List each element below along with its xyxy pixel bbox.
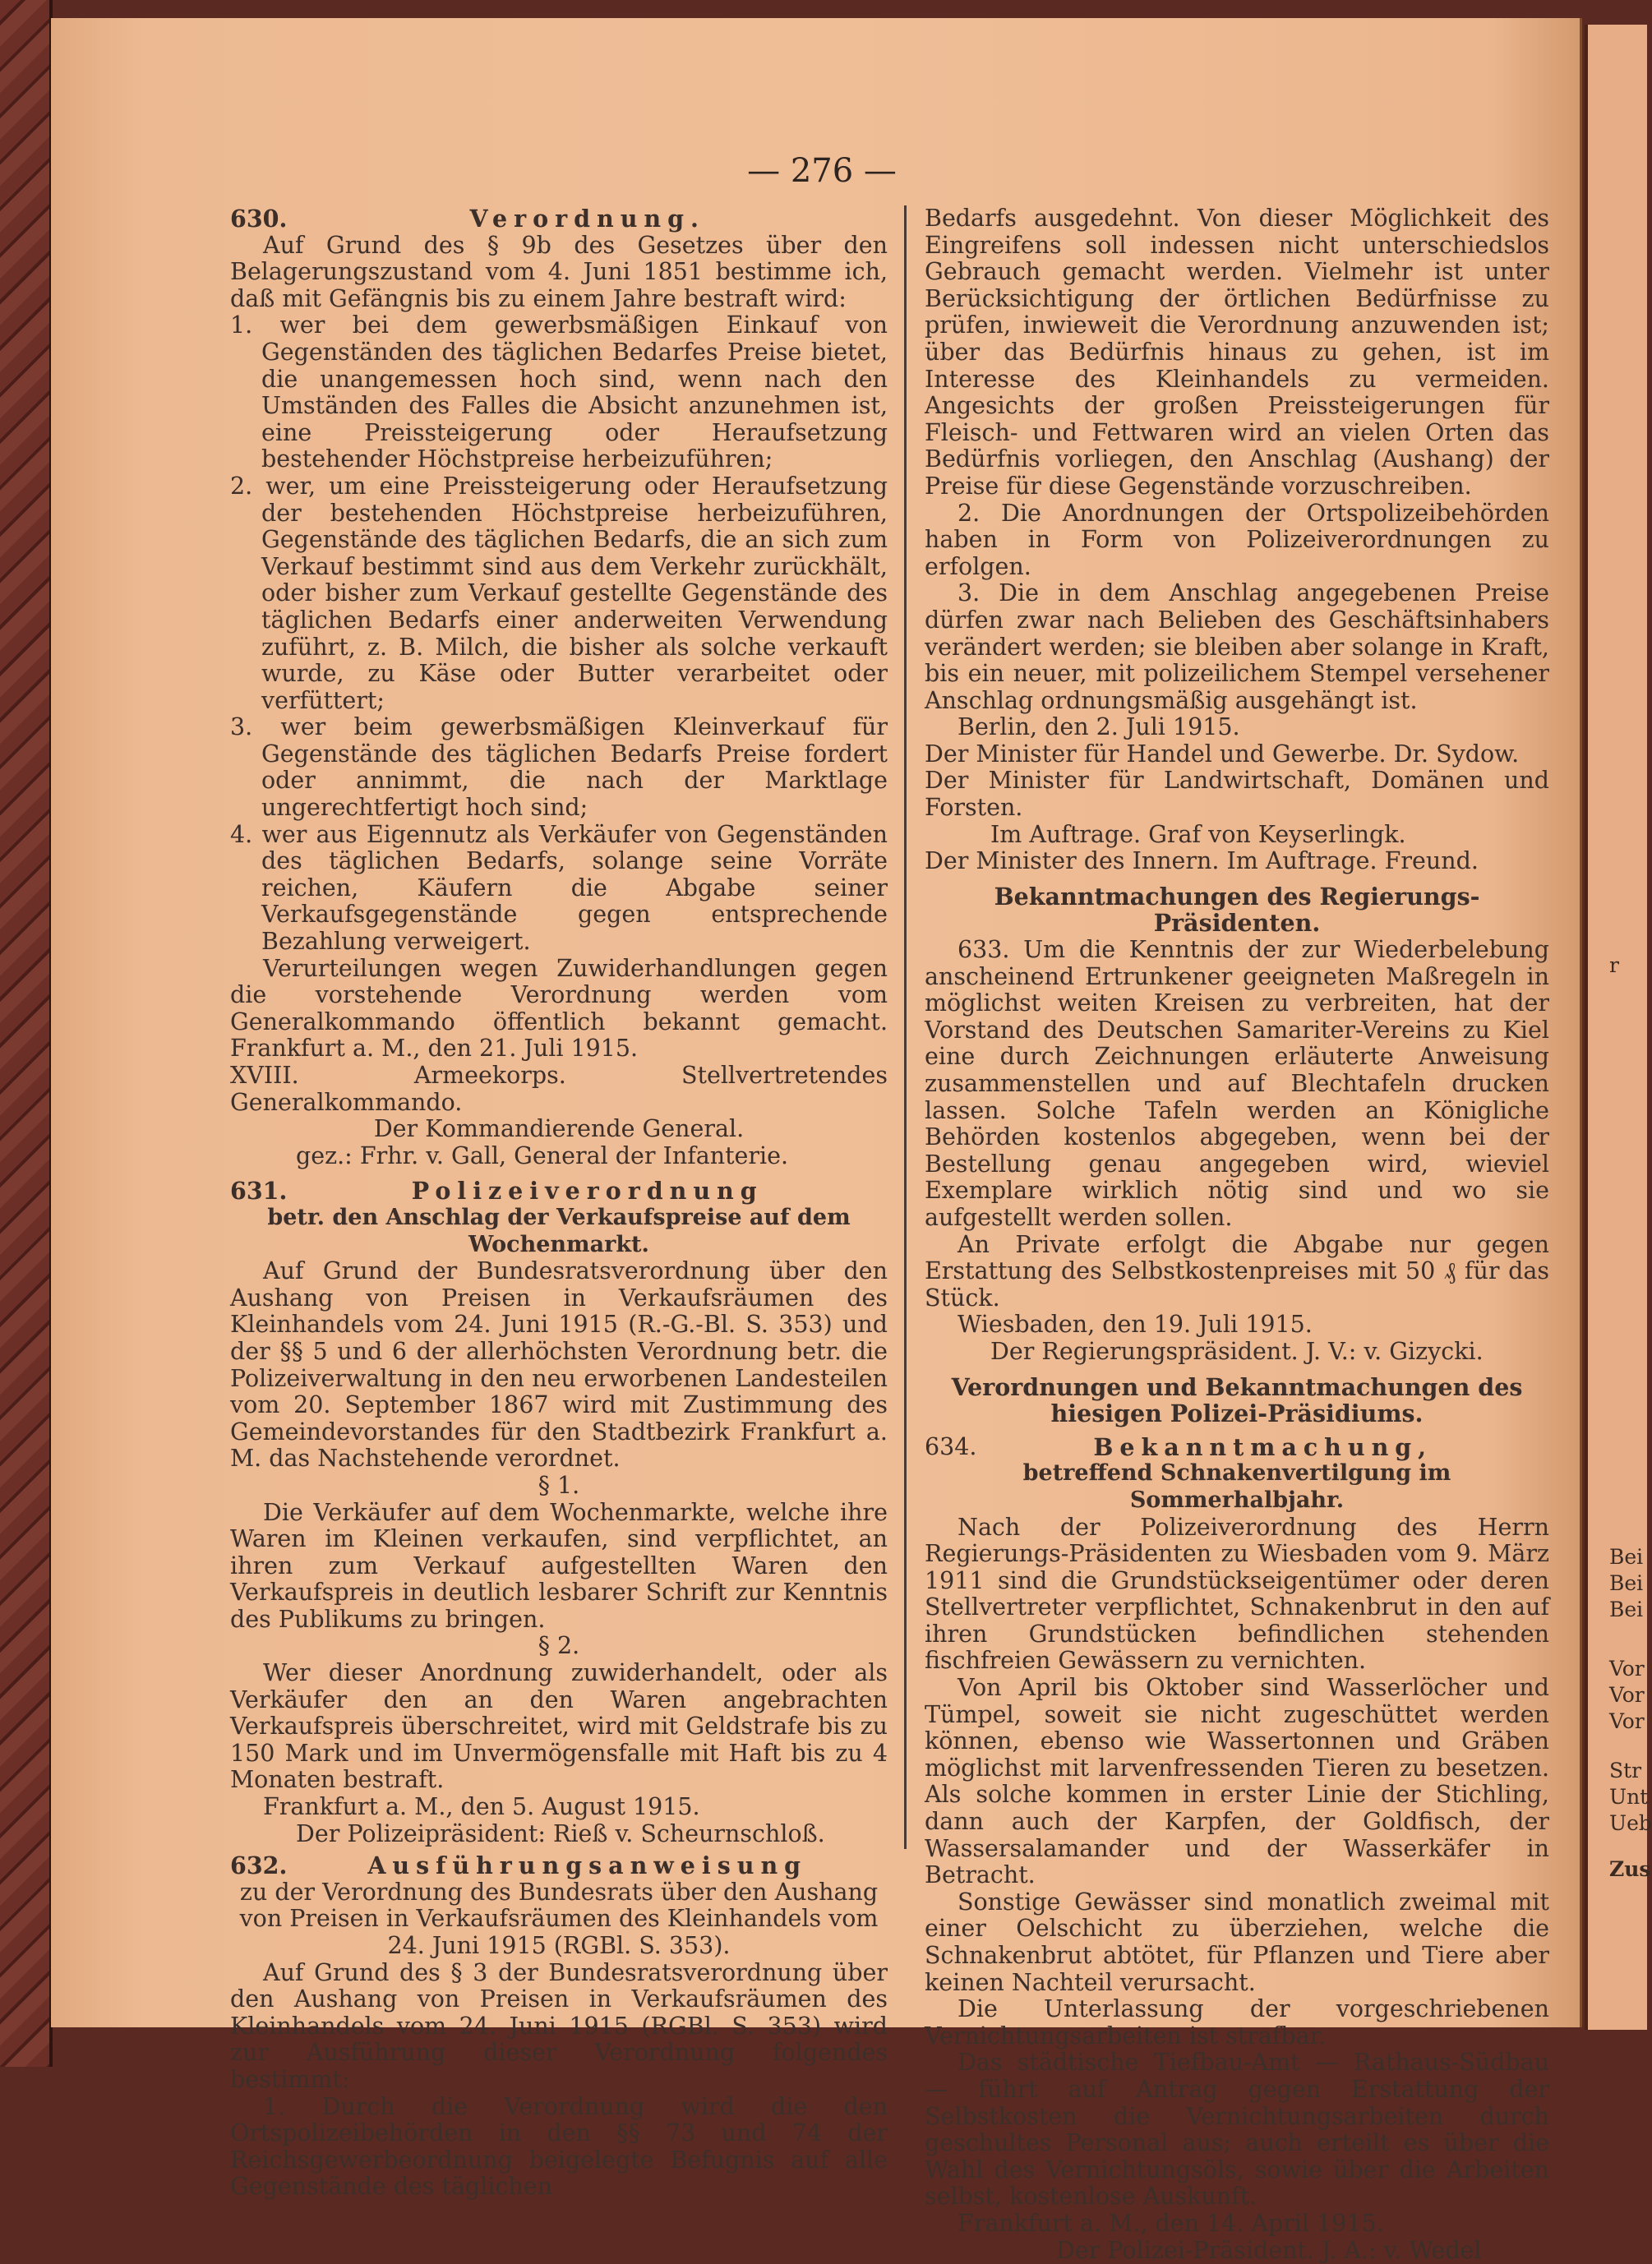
paragraph: An Private erfolgt die Abgabe nur gegen Erstattung des Selbstkostenpreises mit 50 ₰ für das Stück. [925, 1230, 1549, 1312]
book-binding [0, 0, 53, 2067]
paragraph: Sonstige Gewässer sind monatlich zweimal mit einer Oelschicht zu überziehen, welche die Schnakenbrut abtötet, für Pflanzen und Tiere aber keinen Nachteil verursacht. [925, 1888, 1549, 1996]
signature-line: gez.: Frhr. v. Gall, General der Infanterie. [296, 1141, 789, 1169]
section-mark: § 1. [538, 1471, 580, 1499]
paragraph: Verurteilungen wegen Zuwiderhandlungen gegen die vorstehende Verordnung werden vom Generalkommando öffentlich bekannt gemacht. Frankfurt a. M., den 21. Juli 1915. [230, 954, 888, 1063]
signature-line: Der Kommandierende General. [373, 1115, 745, 1143]
paragraph: 1. Durch die Verordnung wird die den Ortspolizeibehörden in den §§ 73 und 74 der Reichsgewerbeordnung beigelegte Befugnis auf alle Gegenstände des täglichen [230, 2092, 888, 2201]
section-heading-634: 634. Bekanntmachung, [925, 1432, 1433, 1461]
adjacent-page-fragment: Bei [1609, 1571, 1644, 1595]
column-divider [904, 205, 907, 1849]
paragraph: 3. Die in dem Anschlag angegebenen Preise dürfen zwar nach Belieben des Geschäftsinhabers verändert werden; sie bleiben aber solange in Kraft, bis ein neuer, mit polizeilichem Stempel versehener Anschlag ordnungsmäßig ausgehängt ist. [925, 579, 1549, 714]
paragraph: Von April bis Oktober sind Wasserlöcher und Tümpel, soweit sie nicht zugeschüttet werden können, ebenso wie Wassertonnen und Gräben möglichst mit larvenfressenden Tieren zu besetzen. Als solche kommen in erster Linie der Stichling, dann auch der Karpfen, der Goldfisch, der Wassersalamander und der Wasserkäfer in Betracht. [925, 1674, 1549, 1889]
signature-line: Der Minister des Innern. Im Auftrage. Freund. [925, 847, 1479, 875]
signature-line: Der Regierungspräsident. J. V.: v. Gizycki. [990, 1337, 1484, 1365]
paragraph: 2. Die Anordnungen der Ortspolizeibehörden haben in Form von Polizeiverordnungen zu erfolgen. [925, 499, 1549, 580]
paragraph: Auf Grund des § 3 der Bundesratsverordnung über den Aushang von Preisen in Verkaufsräumen des Kleinhandels vom 24. Juni 1915 (RGBl. S. 353) wird zur Ausführung dieser Verordnung folgendes bestimmt: [230, 1958, 888, 2093]
adjacent-page-fragment: Bei [1609, 1598, 1644, 1621]
section-mark: § 2. [538, 1632, 580, 1660]
adjacent-page-fragment: Ueb [1609, 1811, 1652, 1835]
signature-line: Der Polizei-Präsident. J. A.: v. Wedel [1056, 2236, 1482, 2264]
signature-line: Der Polizeipräsident: Rieß v. Scheurnschloß. [296, 1819, 825, 1847]
adjacent-page-fragment: r [1609, 953, 1619, 977]
adjacent-page-fragment: Zus [1609, 1857, 1651, 1881]
date-line: Wiesbaden, den 19. Juli 1915. [958, 1311, 1313, 1339]
section-heading-632: 632. Ausführungsanweisung [230, 1851, 808, 1880]
signature-line: Der Minister für Landwirtschaft, Domänen und Forsten. [925, 767, 1549, 822]
section-heading-polizei: Verordnungen und Bekanntmachungen des hiesigen Polizei-Präsidiums. [951, 1372, 1523, 1428]
section-heading-631: 631. Polizeiverordnung [230, 1177, 764, 1206]
adjacent-page-fragment: Unt [1609, 1785, 1649, 1809]
adjacent-page-fragment: Bei [1609, 1545, 1644, 1569]
paragraph: Bedarfs ausgedehnt. Von dieser Möglichkeit des Eingreifens soll indessen nicht unterschiedslos Gebrauch gemacht werden. Vielmehr ist unter Berücksichtigung der örtlichen Bedürfnisse zu prüfen, inwieweit die Verordnung anzuwenden ist; über das Bedürfnis hinaus zu gehen, ist im Interesse des Kleinhandels zu vermeiden. Angesichts der großen Preissteigerungen für Fleisch- und Fettwaren wird an vielen Orten das Bedürfnis vorliegen, den Anschlag (Aushang) der Preise für diese Gegenstände vorzuschreiben. [925, 205, 1549, 500]
page-number: — 276 — [747, 152, 897, 190]
date-line: Frankfurt a. M., den 5. August 1915. [263, 1793, 700, 1821]
list-item: 3. wer beim gewerbsmäßigen Kleinverkauf für Gegenstände des täglichen Bedarfs Preise fordert oder annimmt, die nach der Marktlage ungerechtfertigt hoch sind; [230, 713, 888, 822]
paragraph: Die Unterlassung der vorgeschriebenen Vernichtungsarbeiten ist strafbar. [925, 1995, 1549, 2050]
section-heading-regierung: Bekanntmachungen des Regierungs-Präsidenten. [994, 882, 1480, 938]
list-item: 4. wer aus Eigennutz als Verkäufer von Gegenständen des täglichen Bedarfs, solange seine Vorräte reichen, Käufern die Abgabe seiner Verkaufsgegenstände gegen entsprechende Bezahlung verweigert. [230, 820, 888, 956]
paragraph: Auf Grund der Bundesratsverordnung über den Aushang von Preisen in Verkaufsräumen des Kleinhandels vom 24. Juni 1915 (R.-G.-Bl. S. 353) und der §§ 5 und 6 der allerhöchsten Verordnung betr. die Polizeiverwaltung in den neu erworbenen Landesteilen vom 20. September 1867 wird mit Zustimmung des Gemeindevorstandes für den Stadtbezirk Frankfurt a. M. das Nachstehende verordnet. [230, 1257, 888, 1473]
signature-line: Der Minister für Handel und Gewerbe. Dr. Sydow. [925, 740, 1520, 768]
paragraph: Das städtische Tiefbau-Amt — Rathaus-Südbau — führt auf Antrag gegen Erstattung der Selbstkosten die Vernichtungsarbeiten durch geschultes Personal aus; auch erteilt es über die Wahl des Vernichtungsöls, sowie über die Arbeiten selbst, kostenlose Auskunft. [925, 2049, 1549, 2211]
paragraph: Nach der Polizeiverordnung des Herrn Regierungs-Präsidenten zu Wiesbaden vom 9. März 1911 sind die Grundstückseigentümer oder deren Stellvertreter verpflichtet, Schnakenbrut in den auf ihren Grundstücken befindlichen stehenden fischfreien Gewässern zu vernichten. [925, 1513, 1549, 1675]
left-column [230, 205, 888, 2201]
right-column [925, 205, 1549, 2264]
signature-line: Im Auftrage. Graf von Keyserlingk. [990, 820, 1406, 848]
paragraph: Die Verkäufer auf dem Wochenmarkte, welche ihre Waren im Kleinen verkaufen, sind verpflichtet, an ihren zum Verkauf aufgestellten Waren den Verkaufspreis in deutlich lesbarer Schrift zur Kenntnis des Publikums zu bringen. [230, 1498, 888, 1633]
list-item: 2. wer, um eine Preissteigerung oder Heraufsetzung der bestehenden Höchstpreise herbeizuführen, Gegenstände des täglichen Bedarfs, die an sich zum Verkauf bestimmt sind aus dem Verkehr zurückhält, oder bisher zum Verkauf gestellte Gegenstände des täglichen Bedarfs einer anderweiten Verwendung zuführt, z. B. Milch, die bisher als solche verkauft wurde, zu Käse oder Butter verarbeitet oder verfüttert; [230, 472, 888, 714]
signature-line: XVIII. Armeekorps. Stellvertretendes Generalkommando. [230, 1062, 888, 1116]
list-item: 1. wer bei dem gewerbsmäßigen Einkauf von Gegenständen des täglichen Bedarfes Preise bietet, die unangemessen hoch sind, wenn nach den Umständen des Falles die Absicht anzunehmen ist, eine Preissteigerung oder Heraufsetzung bestehender Höchstpreise herbeizuführen; [230, 311, 888, 473]
section-subheading: zu der Verordnung des Bundesrats über den Aushang von Preisen in Verkaufsräumen des Kleinhandels vom 24. Juni 1915 (RGBl. S. 353). [239, 1878, 879, 1959]
adjacent-page-fragment: Str [1609, 1759, 1642, 1782]
paragraph: 633. Um die Kenntnis der zur Wiederbelebung anscheinend Ertrunkener geeigneten Maßregeln in möglichst weiten Kreisen zu verbreiten, hat der Vorstand des Deutschen Samariter-Vereins zu Kiel eine durch Zeichnungen erläuterte Anweisung zusammenstellen und auf Blechtafeln drucken lassen. Solche Tafeln werden an Königliche Behörden kostenlos abgegeben, wenn bei der Bestellung genau angegeben wird, wieviel Exemplare wirklich nötig sind und wo sie aufgestellt werden sollen. [925, 936, 1549, 1231]
date-line: Berlin, den 2. Juli 1915. [958, 713, 1240, 741]
paragraph: Wer dieser Anordnung zuwiderhandelt, oder als Verkäufer den an den Waren angebrachten Verkaufspreis überschreitet, wird mit Geldstrafe bis zu 150 Mark und im Unvermögensfalle mit Haft bis zu 4 Monaten bestraft. [230, 1659, 888, 1794]
section-subheading: betreffend Schnakenvertilgung im Sommerhalbjahr. [1022, 1460, 1451, 1513]
adjacent-page-fragment: Vor [1609, 1683, 1645, 1707]
paragraph: Auf Grund des § 9b des Gesetzes über den Belagerungszustand vom 4. Juni 1851 bestimme ich, daß mit Gefängnis bis zu einem Jahre bestraft wird: [230, 231, 888, 312]
section-heading-630: 630. Verordnung. [230, 205, 705, 233]
adjacent-page-fragment: Vor [1609, 1709, 1645, 1733]
adjacent-page-fragment: Vor [1609, 1657, 1645, 1681]
date-line: Frankfurt a. M., den 14. April 1915. [958, 2209, 1384, 2237]
section-subheading: betr. den Anschlag der Verkaufspreise auf dem Wochenmarkt. [267, 1204, 851, 1257]
